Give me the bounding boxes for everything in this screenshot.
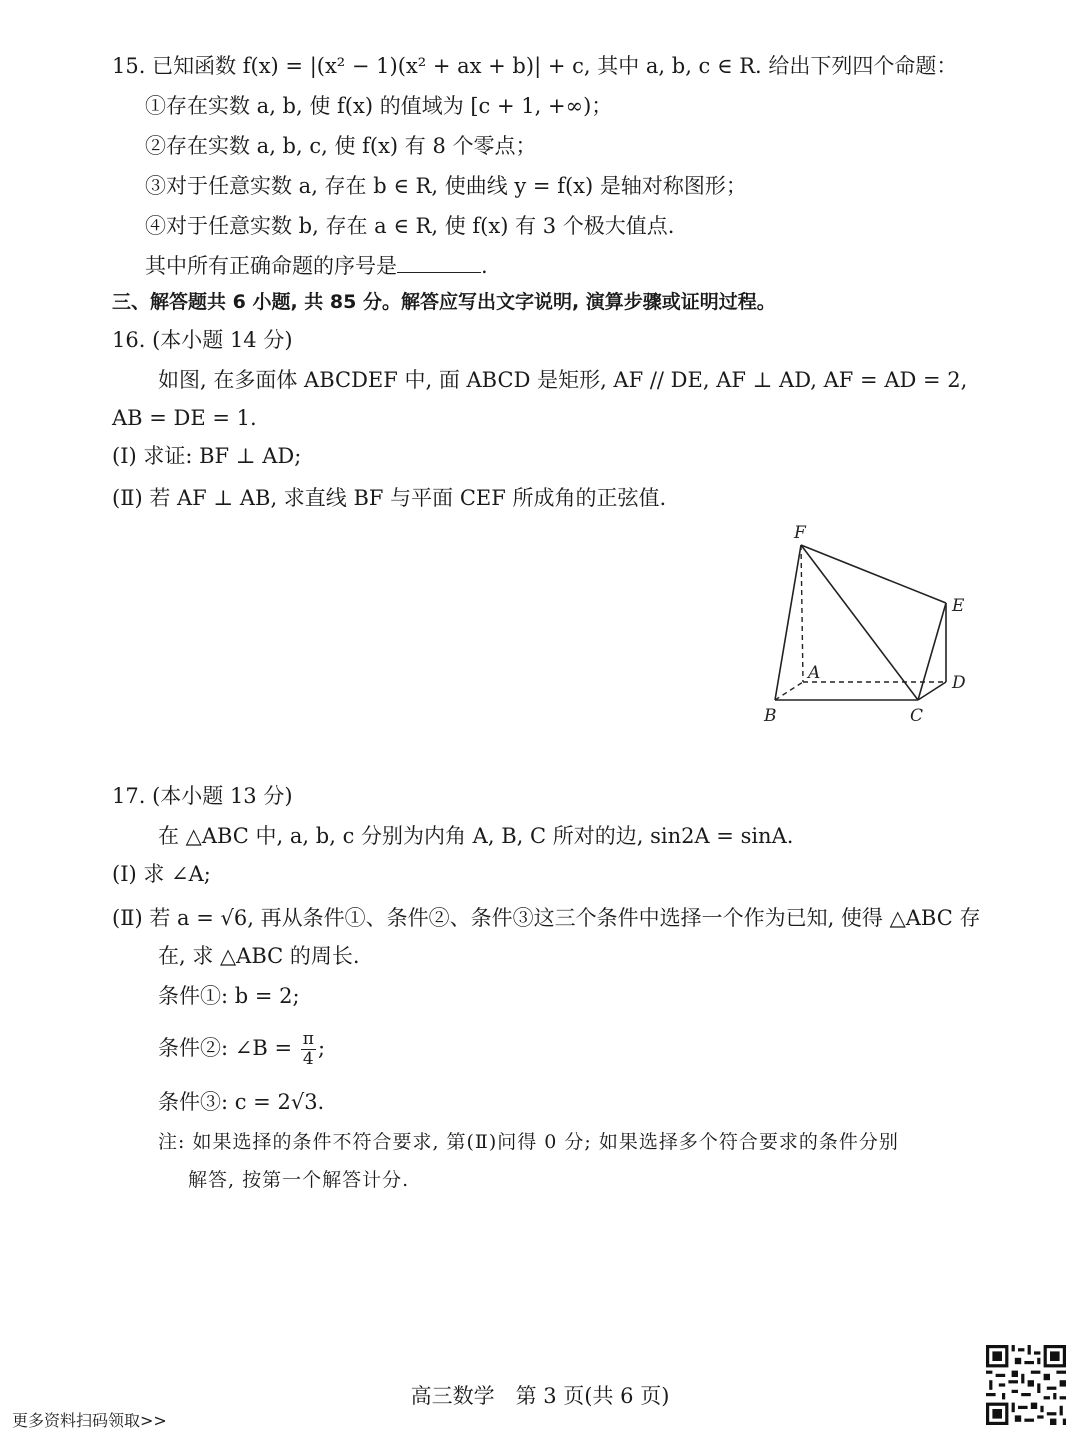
q15-item-4: ④对于任意实数 b, 存在 a ∈ R, 使 f(x) 有 3 个极大值点. [145,214,675,238]
cond2-prefix: 条件②: ∠B = [158,1036,293,1060]
label-c: C [910,706,924,726]
q17-condition-2 [158,1030,325,1069]
q16-part-1: (Ⅰ) 求证: BF ⊥ AD; [112,444,302,468]
q16-header: 16. (本小题 14 分) [112,328,293,352]
q15-item-3: ③对于任意实数 a, 存在 b ∈ R, 使曲线 y = f(x) 是轴对称图形； [145,174,747,198]
q15-ask-text: 其中所有正确命题的序号是 [145,254,397,278]
q17-condition-1: 条件①: b = 2; [158,984,300,1008]
edge-fa-hidden [801,545,803,682]
q17-header: 17. (本小题 13 分) [112,784,293,808]
label-f: F [794,523,806,543]
q16-part-2: (Ⅱ) 若 AF ⊥ AB, 求直线 BF 与平面 CEF 所成角的正弦值. [112,486,667,510]
label-e: E [952,596,965,616]
polyhedron-figure [750,515,990,735]
edge-ba-hidden [775,682,803,700]
label-b: B [764,706,777,726]
qr-code-icon[interactable] [986,1345,1066,1425]
fraction-numerator: π [302,1029,314,1049]
more-resources-link[interactable]: 更多资料扫码领取>> [12,1411,167,1430]
q15-stem: 15. 已知函数 f(x) = |(x² − 1)(x² + ax + b)| + c, 其中 a, b, c ∈ R. 给出下列四个命题： [112,54,958,78]
q17-stem: 在 △ABC 中, a, b, c 分别为内角 A, B, C 所对的边, sin2A = sinA. [158,824,794,848]
label-a: A [808,663,821,683]
q15-item-1: ①存在实数 a, b, 使 f(x) 的值域为 [c + 1, +∞)； [145,94,613,118]
label-d: D [952,673,966,693]
q17-part-1: (Ⅰ) 求 ∠A; [112,862,211,886]
answer-blank [397,252,481,273]
q15-ask-end: . [481,254,488,278]
q15-item-2: ②存在实数 a, b, c, 使 f(x) 有 8 个零点； [145,134,537,158]
section-3-heading: 三、解答题共 6 小题, 共 85 分。解答应写出文字说明, 演算步骤或证明过程。 [112,291,776,313]
q16-stem-line-2: AB = DE = 1. [112,406,257,430]
q16-stem-line-1: 如图, 在多面体 ABCDEF 中, 面 ABCD 是矩形, AF // DE, AF ⊥ AD, AF = AD = 2, [158,368,968,392]
q17-part-2-line-2: 在, 求 △ABC 的周长. [158,944,360,968]
q17-note-line-1: 注: 如果选择的条件不符合要求, 第(Ⅱ)问得 0 分; 如果选择多个符合要求的条件分别 [158,1131,899,1153]
page-footer: 高三数学 第 3 页(共 6 页) [410,1384,670,1408]
q17-condition-3: 条件③: c = 2√3. [158,1090,325,1114]
q17-note-line-2: 解答, 按第一个解答计分. [188,1169,410,1191]
fraction-denominator: 4 [302,1049,314,1069]
pi-over-4-fraction [301,1030,316,1069]
edge-fb [775,545,801,700]
cond2-suffix: ; [317,1036,326,1060]
q15-ask [145,252,488,280]
q17-part-2-line-1: (Ⅱ) 若 a = √6, 再从条件①、条件②、条件③这三个条件中选择一个作为已知, 使得 △ABC 存 [112,906,981,930]
